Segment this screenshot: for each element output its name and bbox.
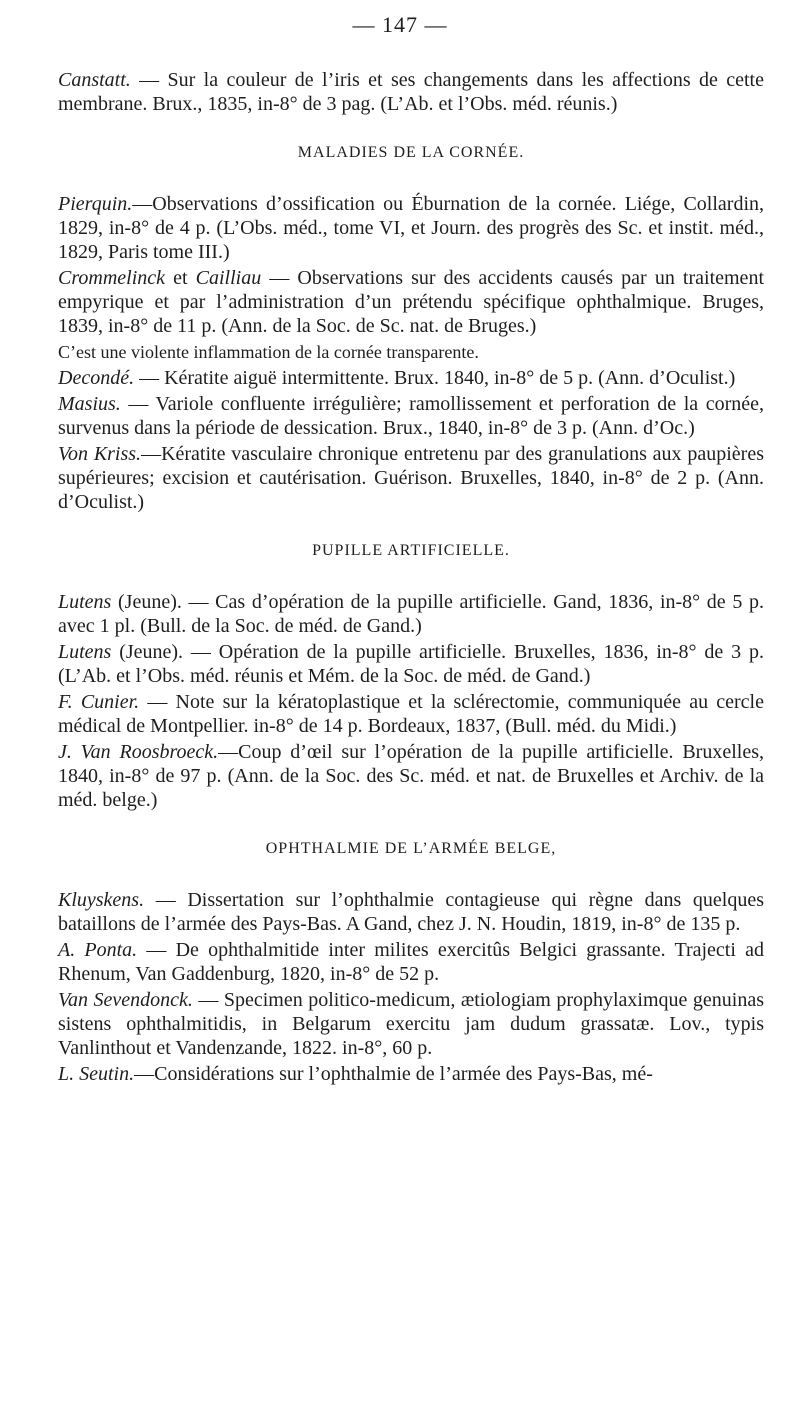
page-number: — 147 — <box>352 12 448 37</box>
bibliography-entry <box>58 266 764 338</box>
bibliography-entry <box>58 988 764 1060</box>
section-heading: MALADIES DE LA CORNÉE. <box>297 144 525 161</box>
entry-author: Lutens <box>58 591 112 613</box>
bibliography-entry <box>58 888 764 936</box>
entry-author: F. Cunier. <box>58 691 140 713</box>
bibliography-entry <box>58 68 764 116</box>
entry-author: Kluyskens. <box>58 889 145 911</box>
entry-text: — Dissertation sur l’ophthalmie contagieuse qui règne dans quelques bataillons de l’armée des Pays-Bas. A Gand, chez J. N. Houdin, 1819, in-8° de 135 p. <box>58 889 764 935</box>
entry-author-2: Cailliau <box>195 267 262 289</box>
entry-text: — Specimen politico-medicum, ætiologiam prophylaximque genuinas sistens ophthalmitidis, in Belgarum exercitu jam dudum grassatæ. Lov., typis Vanlinthout et Vandenzande, 1822. in-8°, 60 p. <box>58 989 765 1059</box>
entry-text: —Observations d’ossification ou Éburnation de la cornée. Liége, Collardin, 1829, in-8° de 4 p. (L’Obs. méd., tome VI, et Journ. des progrès des Sc. et instit. méd., 1829, Paris tome III.) <box>58 193 764 263</box>
entry-text: —Coup d’œil sur l’opération de la pupille artificielle. Bruxelles, 1840, in-8° de 97 p. (Ann. de la Soc. des Sc. méd. et nat. de Bruxelles et Archiv. de la méd. belge.) <box>58 741 764 811</box>
entry-author: Von Kriss. <box>58 443 142 465</box>
entry-author: J. Van Roosbroeck. <box>58 741 219 763</box>
entry-text: —Considérations sur l’ophthalmie de l’armée des Pays-Bas, mé- <box>134 1063 653 1085</box>
bibliography-entry <box>58 590 764 638</box>
entry-text: — Observations sur des accidents causés par un traitement empyrique et par l’administration d’un prétendu spécifique ophthalmique. Bruges, 1839, in-8° de 11 p. (Ann. de la Soc. de Sc. nat. de Bruges.) <box>58 267 764 337</box>
entry-note: C’est une violente inflammation de la cornée transparente. <box>58 342 479 362</box>
entry-text: — Variole confluente irrégulière; ramollissement et perforation de la cornée, survenus dans la période de dessication. Brux., 1840, in-8° de 3 p. (Ann. d’Oc.) <box>58 393 764 439</box>
bibliography-entry <box>58 392 764 440</box>
bibliography-entry <box>58 442 764 514</box>
entry-author: A. Ponta. <box>58 939 138 961</box>
bibliography-entry <box>58 366 764 390</box>
bibliography-entry <box>58 740 764 812</box>
entry-text: —Kératite vasculaire chronique entretenu par des granulations aux paupières supérieures; excision et cautérisation. Guérison. Bruxelles, 1840, in-8° de 2 p. (Ann. d’Oculist.) <box>58 443 764 513</box>
entry-text: (Jeune). — Opération de la pupille artificielle. Bruxelles, 1836, in-8° de 3 p. (L’Ab. et l’Obs. méd. réunis et Mém. de la Soc. de méd. de Gand.) <box>58 641 764 687</box>
entry-text: — Sur la couleur de l’iris et ses changements dans les affections de cette membrane. Brux., 1835, in-8° de 3 pag. (L’Ab. et l’Obs. méd. réunis.) <box>58 69 764 115</box>
entry-author: Canstatt. <box>58 69 131 91</box>
bibliography-entry <box>58 690 764 738</box>
entry-author: Crommelinck <box>58 267 166 289</box>
page-content <box>58 68 764 1088</box>
bibliography-entry <box>58 640 764 688</box>
entry-author: L. Seutin. <box>58 1063 135 1085</box>
entry-author: Pierquin. <box>58 193 133 215</box>
entry-author: Van Sevendonck. <box>58 989 193 1011</box>
entry-author: Decondé. <box>58 367 135 389</box>
entry-author: Masius. <box>58 393 121 415</box>
bibliography-entry <box>58 1062 764 1086</box>
bibliography-entry <box>58 192 764 264</box>
section-heading: PUPILLE ARTIFICIELLE. <box>312 542 510 559</box>
entry-text: — Kératite aiguë intermittente. Brux. 1840, in-8° de 5 p. (Ann. d’Oculist.) <box>134 367 736 389</box>
entry-connector: et <box>165 267 196 289</box>
bibliography-entry <box>58 938 764 986</box>
section-heading: OPHTHALMIE DE L’ARMÉE BELGE, <box>265 840 557 857</box>
entry-text: — De ophthalmitide inter milites exercitûs Belgici grassante. Trajecti ad Rhenum, Van Gaddenburg, 1820, in-8° de 52 p. <box>58 939 764 985</box>
entry-author: Lutens <box>58 641 112 663</box>
entry-text: — Note sur la kératoplastique et la sclérectomie, communiquée au cercle médical de Montpellier. in-8° de 14 p. Bordeaux, 1837, (Bull. méd. du Midi.) <box>58 691 764 737</box>
entry-text: (Jeune). — Cas d’opération de la pupille artificielle. Gand, 1836, in-8° de 5 p. avec 1 pl. (Bull. de la Soc. de méd. de Gand.) <box>58 591 764 637</box>
